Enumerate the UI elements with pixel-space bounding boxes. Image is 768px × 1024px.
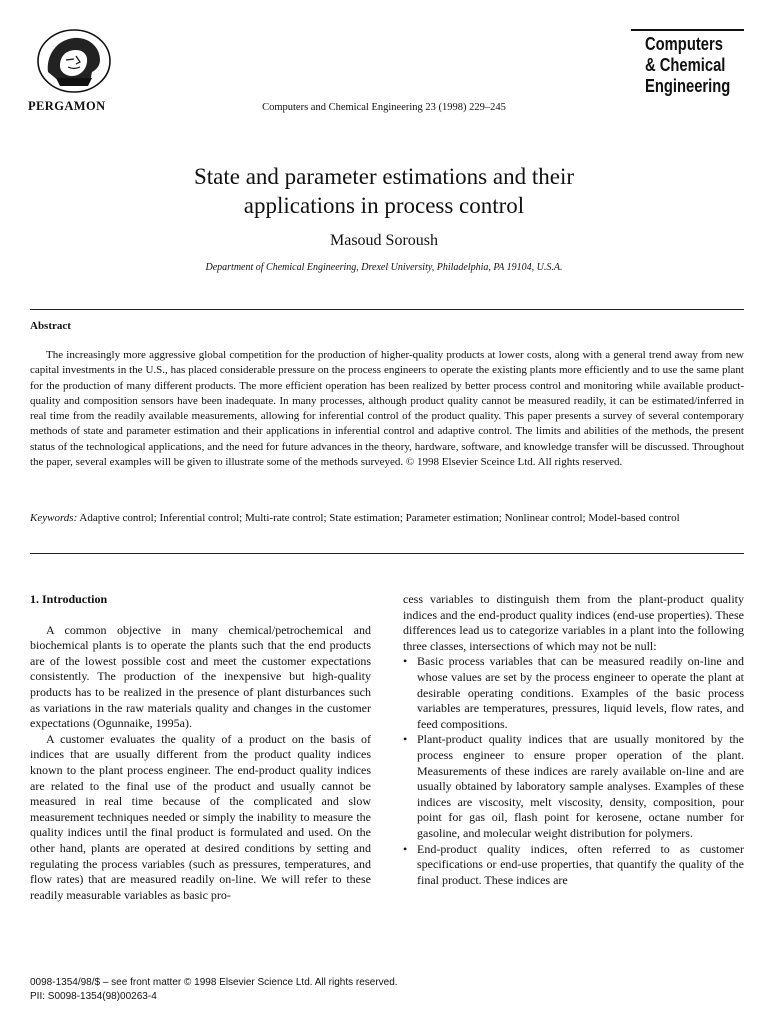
- page-footer: [30, 976, 398, 1004]
- publisher-name: PERGAMON: [28, 99, 106, 113]
- pergamon-logo-icon: [30, 26, 118, 96]
- variable-classes-list: [403, 654, 744, 888]
- keywords-text: Adaptive control; Inferential control; Multi-rate control; State estimation; Parameter estimation; Nonlinear control; Model-based control: [77, 512, 680, 524]
- list-item-text: Basic process variables that can be measured readily on-line and whose values are set by the process engineer to operate the plant at desirable operating conditions. Examples of the basic process variables are temperatures, pressures, liquid levels, flow rates, and feed compositions.: [417, 654, 744, 731]
- abstract-bottom-divider: [30, 553, 744, 554]
- journal-brand-line-2: & Chemical: [645, 55, 726, 75]
- brand-rule: [631, 29, 744, 31]
- intro-paragraph-2: A customer evaluates the quality of a product on the basis of indices that are usually different from the product quality indices known to the plant process engineer. The end-product quality indices are related to the final use of the product and usually cannot be measured in real time because of the complicated and slow measurement techniques needed or simply the inability to measure the quality indices until the final product is formulated and used. On the other hand, plants are operated at desired conditions by setting and regulating the process variables (such as pressures, temperatures, and flow rates) that are measured readily on-line. We will refer to these readily measurable variables as basic pro-: [30, 731, 371, 902]
- abstract-text: The increasingly more aggressive global competition for the production of higher-quality products at lower costs, along with a general trend away from new capital investments in the U.S., has placed considerable pressure on the process engineers to operate the existing plants more efficiently and to use the same plant for the production of many different products. The more efficient operation has been realized by better process control and monitoring while available product-quality and composition sensors have been inadequate. In many processes, although product quality cannot be measured readily, it can be estimated/inferred in real time from the readily available measurements, allowing for inferential control of the product quality. This paper presents a survey of several contemporary methods of state and parameter estimation and their applications in inferential control and adaptive control. The limits and abilities of the methods, the present status of the technological applications, and the need for future advances in the theory, hardware, software, and knowledge transfer will be discussed. Throughout the paper, several examples will be given to illustrate some of the methods surveyed. © 1998 Elsevier Sceince Ltd. All rights reserved.: [30, 349, 744, 469]
- body-column-right: [403, 592, 744, 888]
- bullet-icon: •: [403, 654, 408, 669]
- bullet-icon: •: [403, 841, 408, 856]
- intro-paragraph-continued: cess variables to distinguish them from the plant-product quality indices and the end-product quality indices (end-use properties). These differences lead us to categorize variables in a plant into the following three classes, intersections of which may not be null:: [403, 592, 744, 653]
- intro-paragraph-1: A common objective in many chemical/petrochemical and biochemical plants is to operate the plants such that the end products are of the lowest possible cost and meet the customer expectations consistently. The production of the inexpensive but high-quality products has to be realized in the presence of plant disturbances such as variations in the raw materials quality and changes in the customer expectations (Ogunnaike, 1995a).: [30, 622, 371, 731]
- list-item: [403, 732, 744, 841]
- journal-brand-line-3: Engineering: [645, 76, 731, 96]
- keywords-label: Keywords:: [30, 512, 78, 524]
- top-divider: [30, 309, 744, 310]
- author-affiliation: Department of Chemical Engineering, Drexel University, Philadelphia, PA 19104, U.S.A.: [205, 262, 563, 273]
- journal-brand: [645, 34, 730, 97]
- keywords: [30, 511, 744, 527]
- title-line-2: applications in process control: [243, 193, 525, 218]
- footer-copyright: 0098-1354/98/$ – see front matter © 1998 Elsevier Science Ltd. All rights reserved.: [30, 977, 398, 988]
- author-name: Masoud Soroush: [329, 232, 438, 249]
- bullet-icon: •: [403, 732, 408, 747]
- article-title: [0, 162, 768, 220]
- journal-citation: Computers and Chemical Engineering 23 (1998) 229–245: [262, 102, 506, 113]
- section-heading: 1. Introduction: [30, 592, 108, 606]
- title-line-1: State and parameter estimations and their: [193, 164, 574, 189]
- list-item: [403, 842, 744, 889]
- list-item-text: Plant-product quality indices that are usually monitored by the process engineer to ensure proper operation of the plant. Measurements of these indices are rarely available on-line and are usually obtained by laboratory sample analyses. Examples of these indices are viscosity, melt viscosity, density, composition, pour point for gas oil, flash point for kerosene, octane number for gasoline, and molecular weight distribution for polymers.: [417, 732, 744, 840]
- journal-brand-line-1: Computers: [645, 34, 723, 54]
- body-column-left: [30, 592, 371, 903]
- footer-pii: PII: S0098-1354(98)00263-4: [30, 991, 157, 1002]
- list-item: [403, 654, 744, 732]
- abstract-heading: Abstract: [30, 320, 71, 332]
- abstract-body: [30, 348, 744, 470]
- list-item-text: End-product quality indices, often referred to as customer specifications or end-use properties, that quantify the quality of the final product. These indices are: [417, 841, 744, 887]
